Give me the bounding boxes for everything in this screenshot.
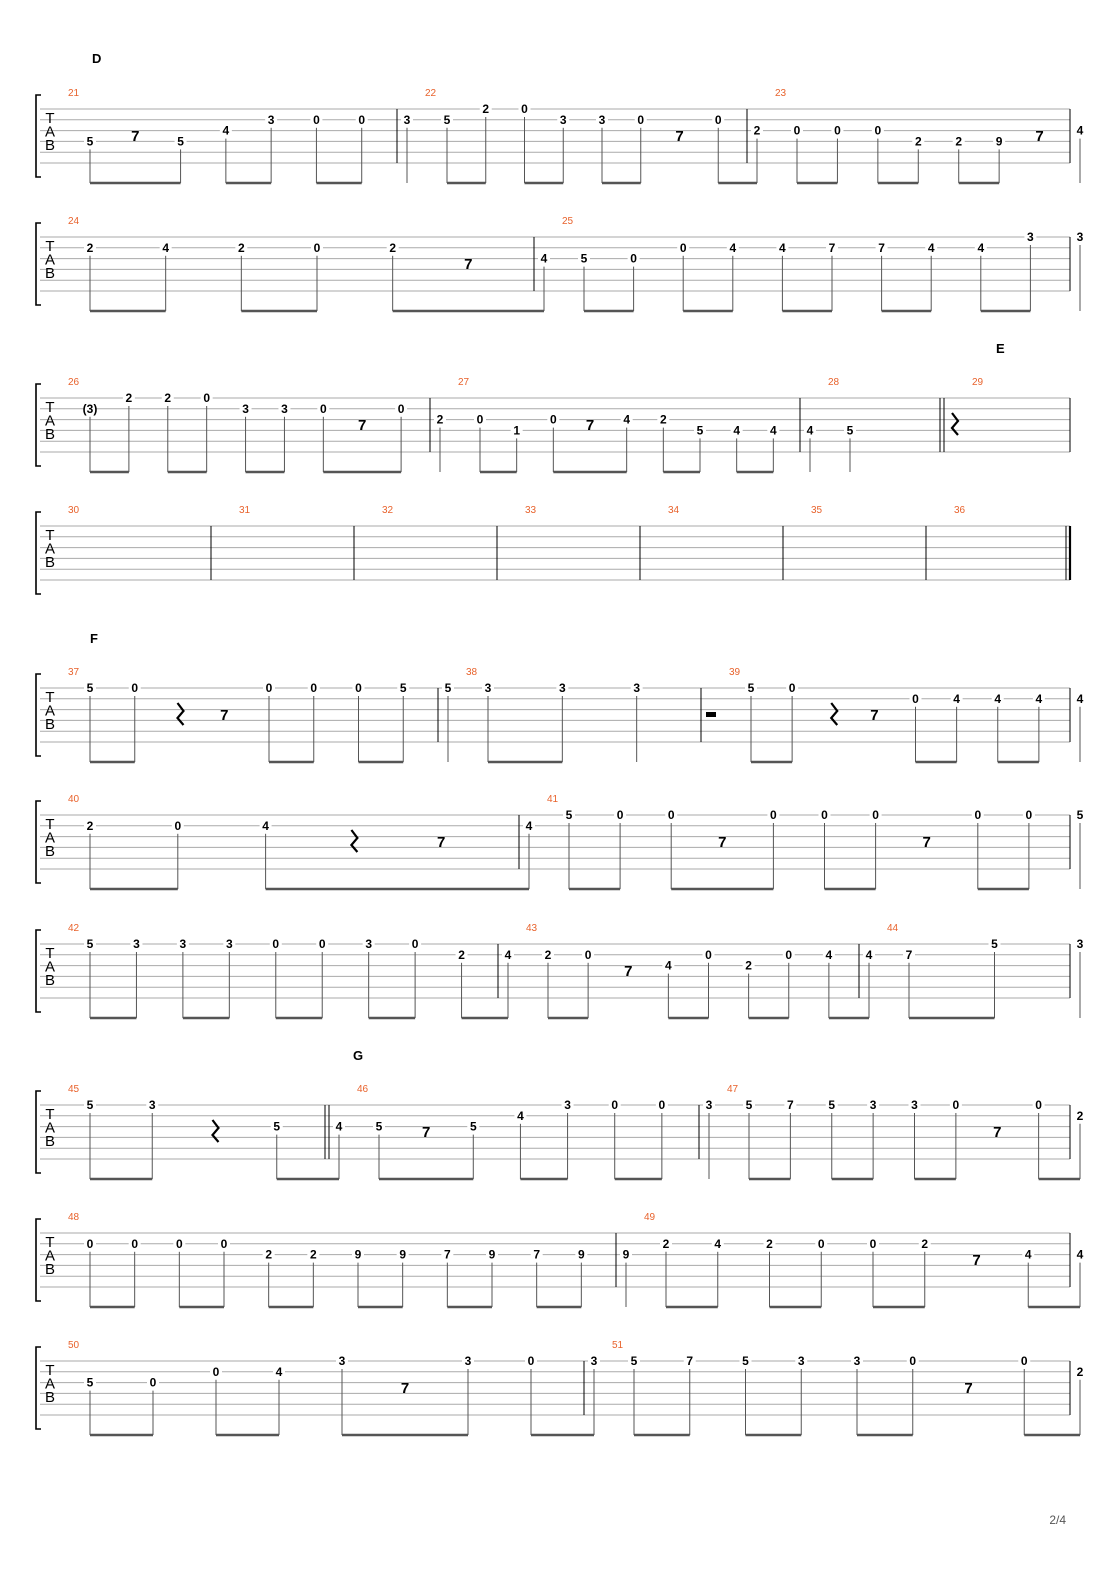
tab-system [36,1340,1086,1435]
measure-number: 47 [727,1084,739,1095]
8th-rest: 7 [1035,128,1044,145]
fret-number: 4 [517,1108,524,1123]
8th-rest: 7 [972,1252,981,1269]
system-bracket [36,674,41,756]
fret-number: 3 [338,1354,346,1368]
fret-number: 5 [469,1119,477,1134]
fret-number: 0 [203,391,211,405]
quarter-rest [178,703,184,725]
fret-number: 2 [544,947,552,962]
fret-number: 2 [86,818,94,833]
fret-number: 4 [1035,691,1043,706]
fret-number: 4 [977,240,985,255]
fret-number: 3 [1076,937,1084,951]
fret-number: 2 [745,958,752,973]
measure-number: 48 [68,1212,80,1223]
measure-number: 46 [357,1084,369,1095]
16th-rest: 7 [922,834,931,851]
fret-number: 5 [375,1119,383,1134]
fret-number: 5 [443,112,451,127]
fret-number: 5 [846,423,854,438]
fret-number: 7 [787,1098,794,1112]
fret-number: 4 [275,1364,283,1379]
fret-number: (3) [82,401,98,416]
tab-clef-letter: B [44,265,56,282]
fret-number: 4 [865,947,873,962]
8th-rest: 7 [993,1124,1002,1141]
fret-number: 2 [766,1236,773,1251]
tab-clef-letter: A [44,123,56,141]
fret-number: 7 [905,947,913,962]
fret-number: 0 [527,1354,535,1368]
measure-number: 34 [668,505,680,516]
fret-number: 3 [590,1354,598,1368]
fret-number: 2 [955,134,963,149]
8th-rest: 7 [421,1124,431,1141]
tab-clef-letter: B [44,972,56,989]
section-marker: F [90,631,98,646]
fret-number: 3 [133,937,140,951]
fret-number: 4 [1076,123,1084,138]
measure-number: 42 [68,923,80,934]
fret-number: 2 [125,391,133,405]
quarter-rest [351,830,357,852]
fret-number: 0 [611,1098,619,1112]
tab-system [36,923,1086,1018]
quarter-rest [213,1120,219,1142]
fret-number: 3 [911,1098,918,1112]
fret-number: 0 [658,1098,666,1112]
fret-number: 3 [1076,230,1084,244]
fret-number: 5 [86,937,94,951]
fret-number: 2 [309,1247,317,1262]
fret-number: 5 [86,1375,94,1390]
fret-number: 0 [834,123,841,138]
measure-number: 40 [68,794,80,805]
fret-number: 0 [549,412,557,427]
fret-number: 0 [220,1236,228,1251]
fret-number: 2 [482,102,490,116]
fret-number: 0 [174,818,182,833]
tab-clef-letter: B [44,554,56,571]
fret-number: 4 [806,423,814,438]
fret-number: 0 [272,937,280,951]
fret-number: 0 [909,1354,917,1368]
system-bracket [36,223,41,305]
system-bracket [36,1091,41,1173]
8th-rest: 7 [870,707,879,724]
measure-number: 30 [68,505,80,516]
fret-number: 2 [389,240,397,255]
fret-number: 5 [1076,808,1084,822]
fret-number: 0 [86,1236,94,1251]
measure-number: 36 [954,505,966,516]
fret-number: 0 [817,1236,825,1251]
measure-number: 27 [458,377,470,388]
tab-system [36,51,1086,183]
fret-number: 3 [797,1354,805,1368]
fret-number: 2 [914,134,922,149]
fret-number: 4 [623,412,631,427]
measure-number: 33 [525,505,537,516]
fret-number: 0 [785,947,793,962]
tab-clef-letter: T [45,689,55,706]
tab-system [36,341,1070,472]
fret-number: 4 [540,251,548,266]
16th-rest: 7 [400,1380,410,1397]
fret-number: 2 [1076,1364,1084,1379]
system-bracket [36,1219,41,1301]
tab-clef-letter: B [44,716,56,733]
fret-number: 2 [753,123,761,138]
measure-number: 23 [775,88,787,99]
fret-number: 5 [991,937,998,951]
fret-number: 5 [696,423,704,438]
fret-number: 0 [616,808,624,822]
system-bracket [36,384,41,466]
section-marker: E [996,341,1005,356]
fret-number: 0 [358,112,366,127]
fret-number: 4 [769,423,777,438]
fret-number: 5 [742,1354,749,1368]
fret-number: 0 [1025,808,1033,822]
fret-number: 3 [148,1098,156,1112]
fret-number: 2 [265,1247,273,1262]
fret-number: 4 [1024,1247,1032,1262]
measure-number: 49 [644,1212,656,1223]
fret-number: 2 [86,240,94,255]
fret-number: 3 [225,937,233,951]
measure-number: 43 [526,923,538,934]
fret-number: 0 [872,808,879,822]
fret-number: 4 [162,240,170,255]
fret-number: 4 [222,123,230,138]
tab-clef-letter: T [45,1362,55,1379]
quarter-rest [952,413,958,435]
fret-number: 2 [237,240,245,255]
fret-number: 3 [558,681,566,695]
fret-number: 2 [662,1236,670,1251]
fret-number: 4 [994,691,1002,706]
fret-number: 0 [131,681,139,695]
fret-number: 3 [869,1098,877,1112]
measure-number: 26 [68,377,80,388]
8th-rest: 7 [964,1380,973,1397]
fret-number: 0 [476,412,484,427]
fret-number: 4 [525,818,533,833]
section-marker: D [92,51,102,66]
tab-clef-letter: T [45,816,55,833]
fret-number: 0 [874,123,882,138]
tab-clef-letter: T [45,399,55,416]
measure-number: 22 [425,88,437,99]
fret-number: 9 [577,1247,585,1262]
measure-number: 31 [239,505,251,516]
tab-clef-letter: B [44,426,56,443]
fret-number: 3 [403,112,411,127]
fret-number: 9 [622,1247,630,1262]
quarter-rest [831,703,837,725]
fret-number: 7 [878,240,885,255]
fret-number: 0 [793,123,801,138]
fret-number: 5 [444,681,452,695]
tab-system [36,1048,1086,1179]
measure-number: 35 [811,505,823,516]
fret-number: 0 [584,947,592,962]
tab-clef-letter: A [44,1119,56,1137]
system-bracket [36,930,41,1012]
fret-number: 2 [1076,1108,1084,1123]
tab-system [36,794,1086,889]
fret-number: 7 [686,1354,694,1368]
tab-clef-letter: B [44,843,56,860]
fret-number: 0 [705,947,712,962]
fret-number: 4 [1076,1247,1084,1262]
fret-number: 5 [747,681,755,695]
tab-system [36,1212,1086,1307]
fret-number: 4 [733,423,741,438]
fret-number: 5 [630,1354,638,1368]
tab-system [36,505,1070,594]
tab-clef-letter: B [44,1389,56,1406]
measure-number: 45 [68,1084,80,1095]
measure-number: 32 [382,505,394,516]
tab-system [36,631,1086,762]
fret-number: 4 [714,1236,722,1251]
fret-number: 4 [335,1119,343,1134]
fret-number: 0 [175,1236,183,1251]
system-bracket [36,801,41,883]
fret-number: 5 [273,1119,281,1134]
fret-number: 3 [853,1354,861,1368]
fret-number: 5 [86,681,94,695]
fret-number: 3 [705,1098,713,1112]
fret-number: 9 [399,1247,407,1262]
8th-rest: 7 [358,417,367,434]
fret-number: 4 [927,240,935,255]
fret-number: 3 [464,1354,472,1368]
measure-number: 51 [612,1340,624,1351]
system-bracket [36,95,41,177]
fret-number: 0 [788,681,796,695]
8th-rest: 7 [464,256,473,273]
measure-number: 29 [972,377,984,388]
fret-number: 3 [281,401,288,416]
half-rest [706,712,716,717]
fret-number: 4 [825,947,833,962]
section-marker: G [353,1048,364,1063]
fret-number: 3 [179,937,187,951]
fret-number: 0 [319,401,327,416]
fret-number: 0 [212,1364,220,1379]
fret-number: 0 [952,1098,960,1112]
tab-clef-letter: T [45,1106,55,1123]
fret-number: 0 [411,937,419,951]
measure-number: 39 [729,667,741,678]
measure-number: 21 [68,88,80,99]
tab-clef-letter: B [44,137,56,154]
8th-rest: 7 [718,834,727,851]
fret-number: 3 [559,112,567,127]
fret-number: 0 [770,808,777,822]
8th-rest: 7 [675,128,684,145]
fret-number: 5 [86,1098,94,1112]
fret-number: 9 [354,1247,362,1262]
fret-number: 2 [164,391,172,405]
fret-number: 0 [974,808,982,822]
tab-clef-letter: B [44,1133,56,1150]
fret-number: 7 [443,1247,451,1262]
fret-number: 4 [262,818,269,833]
tab-clef-letter: A [44,540,56,558]
8th-rest: 7 [585,417,595,434]
fret-number: 0 [630,251,637,266]
fret-number: 0 [1035,1098,1042,1112]
fret-number: 3 [1027,230,1034,244]
page-number: 2/4 [1049,1513,1066,1527]
tab-clef-letter: T [45,1234,55,1251]
fret-number: 0 [821,808,828,822]
fret-number: 5 [828,1098,836,1112]
fret-number: 7 [828,240,836,255]
fret-number: 3 [484,681,492,695]
fret-number: 0 [149,1375,157,1390]
fret-number: 0 [869,1236,877,1251]
fret-number: 0 [637,112,645,127]
fret-number: 3 [564,1098,571,1112]
system-bracket [36,1347,41,1429]
fret-number: 2 [921,1236,929,1251]
fret-number: 2 [436,412,444,427]
tab-clef-letter: A [44,1247,56,1265]
tab-clef-letter: B [44,1261,56,1278]
fret-number: 9 [995,134,1003,149]
fret-number: 5 [565,808,573,822]
fret-number: 4 [1076,691,1084,706]
fret-number: 0 [355,681,362,695]
fret-number: 9 [488,1247,496,1262]
fret-number: 0 [667,808,675,822]
fret-number: 0 [318,937,326,951]
fret-number: 0 [313,240,321,255]
tab-clef-letter: A [44,958,56,976]
fret-number: 3 [598,112,606,127]
measure-number: 50 [68,1340,80,1351]
tab-clef-letter: T [45,238,55,255]
fret-number: 3 [365,937,373,951]
fret-number: 5 [580,251,588,266]
tab-clef-letter: A [44,412,56,430]
tab-clef-letter: A [44,702,56,720]
fret-number: 3 [633,681,641,695]
measure-number: 44 [887,923,899,934]
tab-clef-letter: T [45,110,55,127]
fret-number: 5 [399,681,407,695]
fret-number: 3 [242,401,249,416]
fret-number: 2 [659,412,667,427]
fret-number: 0 [912,691,919,706]
fret-number: 0 [265,681,273,695]
fret-number: 0 [313,112,320,127]
measure-number: 25 [562,216,574,227]
tab-clef-letter: T [45,945,55,962]
tab-system [36,216,1086,311]
fret-number: 0 [679,240,687,255]
tab-clef-letter: A [44,1375,56,1393]
fret-number: 5 [745,1098,753,1112]
8th-rest: 7 [624,963,633,980]
fret-number: 0 [1020,1354,1028,1368]
fret-number: 2 [458,947,465,962]
measure-number: 41 [547,794,559,805]
fret-number: 0 [310,681,318,695]
tab-clef-letter: A [44,251,56,269]
tab-clef-letter: A [44,829,56,847]
fret-number: 5 [177,134,184,149]
fret-number: 0 [714,112,722,127]
system-bracket [36,512,41,594]
fret-number: 0 [131,1236,139,1251]
fret-number: 0 [521,102,528,116]
measure-number: 24 [68,216,80,227]
fret-number: 4 [665,958,672,973]
tab-clef-letter: T [45,527,55,544]
fret-number: 4 [504,947,512,962]
fret-number: 5 [86,134,94,149]
fret-number: 1 [513,423,521,438]
8th-rest: 7 [131,128,140,145]
fret-number: 4 [729,240,737,255]
8th-rest: 7 [437,834,446,851]
fret-number: 7 [533,1247,541,1262]
measure-number: 28 [828,377,840,388]
8th-rest: 7 [220,707,229,724]
fret-number: 4 [779,240,786,255]
fret-number: 4 [953,691,960,706]
measure-number: 37 [68,667,80,678]
fret-number: 0 [397,401,405,416]
fret-number: 3 [267,112,275,127]
measure-number: 38 [466,667,478,678]
